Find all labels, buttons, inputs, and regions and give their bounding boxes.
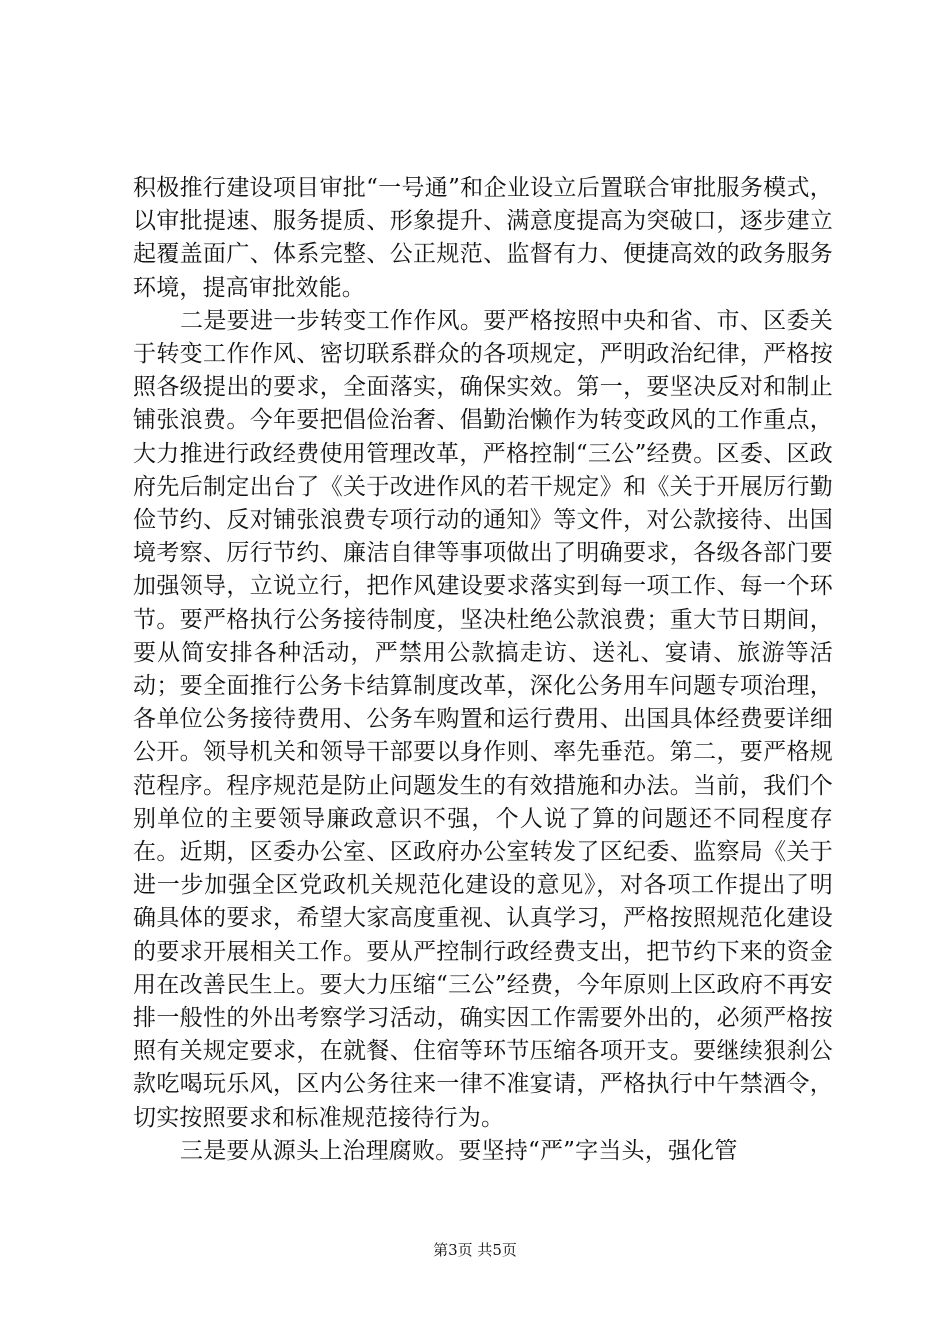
page-number-label: 第3页 共5页: [433, 1241, 517, 1259]
paragraph-approval-services: 积极推行建设项目审批“一号通”和企业设立后置联合审批服务模式，以审批提速、服务提质、形象提升、满意度提高为突破口，逐步建立起覆盖面广、体系完整、公正规范、监督有力、便捷高效的政务服务环境，提高审批效能。: [133, 175, 833, 301]
paragraph-anti-corruption: 三是要从源头上治理腐败。要坚持“严”字当头，强化管: [180, 1137, 738, 1164]
document-body: [133, 172, 833, 1168]
page-footer: [0, 1240, 950, 1260]
paragraph-work-style: 二是要进一步转变工作作风。要严格按照中央和省、市、区委关于转变工作作风、密切联系群众的各项规定，严明政治纪律，严格按照各级提出的要求，全面落实，确保实效。第一，要坚决反对和制止铺张浪费。今年要把倡俭治奢、倡勤治懒作为转变政风的工作重点，大力推进行政经费使用管理改革，严格控制“三公”经费。区委、区政府先后制定出台了《关于改进作风的若干规定》和《关于开展厉行勤俭节约、反对铺张浪费专项行动的通知》等文件，对公款接待、出国境考察、厉行节约、廉洁自律等事项做出了明确要求，各级各部门要加强领导，立说立行，把作风建设要求落实到每一项工作、每一个环节。要严格执行公务接待制度，坚决杜绝公款浪费；重大节日期间，要从简安排各种活动，严禁用公款搞走访、送礼、宴请、旅游等活动；要全面推行公务卡结算制度改革，深化公务用车问题专项治理，各单位公务接待费用、公务车购置和运行费用、出国具体经费要详细公开。领导机关和领导干部要以身作则、率先垂范。第二，要严格规范程序。程序规范是防止问题发生的有效措施和办法。当前，我们个别单位的主要领导廉政意识不强，个人说了算的问题还不同程度存在。近期，区委办公室、区政府办公室转发了区纪委、监察局《关于进一步加强全区党政机关规范化建设的意见》，对各项工作提出了明确具体的要求，希望大家高度重视、认真学习，严格按照规范化建设的要求开展相关工作。要从严控制行政经费支出，把节约下来的资金用在改善民生上。要大力压缩“三公”经费，今年原则上区政府不再安排一般性的外出考察学习活动，确实因工作需要外出的，必须严格按照有关规定要求，在就餐、住宿等环节压缩各项开支。要继续狠刹公款吃喝玩乐风，区内公务往来一律不准宴请，严格执行中午禁酒令，切实按照要求和标准规范接待行为。: [133, 307, 833, 1131]
